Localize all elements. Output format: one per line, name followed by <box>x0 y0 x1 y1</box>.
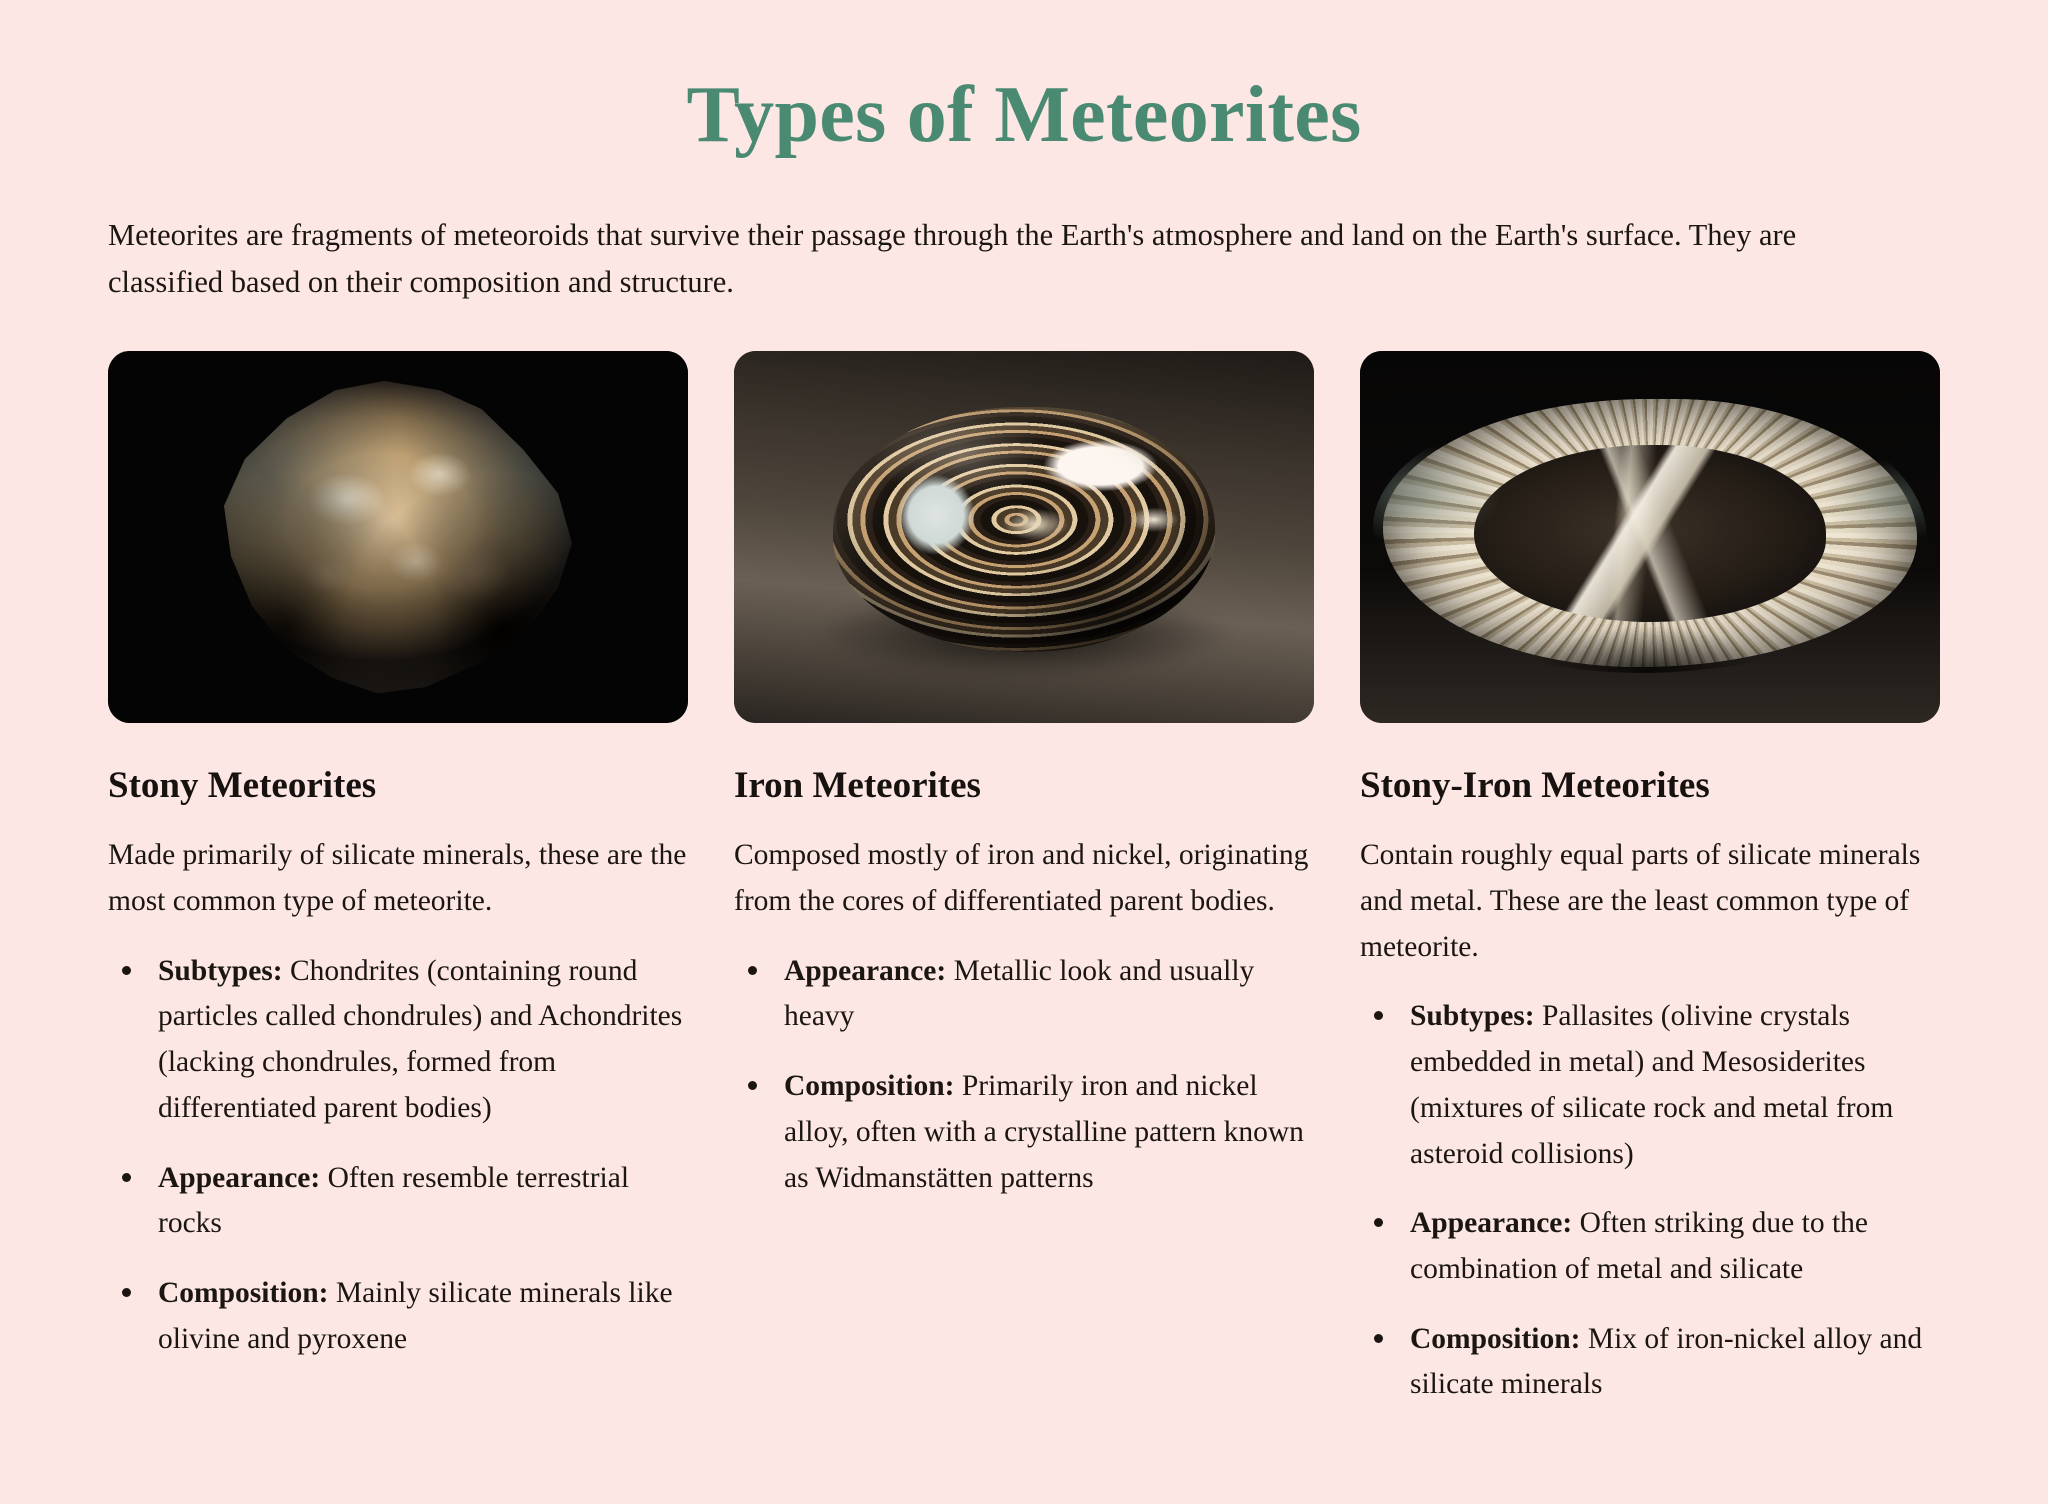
bullet-dot-icon <box>1374 1218 1383 1227</box>
card-title-stony: Stony Meteorites <box>108 765 377 807</box>
bullet-text: Metallic look and usually heavy <box>784 954 1255 1033</box>
bullet-text: Mainly silicate minerals like olivine and pyroxene <box>158 1276 673 1355</box>
bullet-dot-icon <box>748 1081 757 1090</box>
bullet-term: Composition: <box>784 1070 955 1103</box>
bullet-text: Often resemble terrestrial rocks <box>158 1161 630 1240</box>
bullet-text: Chondrites (containing round particles called chondrules) and Achondrites (lacking chondrules, formed from differentiated parent bodies) <box>158 954 683 1124</box>
iron-meteorite-stone <box>833 407 1216 653</box>
bullet-text: Primarily iron and nickel alloy, often with a crystalline pattern known as Widmanstätten patterns <box>784 1070 1304 1194</box>
bullet-dot-icon <box>122 1173 131 1182</box>
bullet-dot-icon <box>122 1288 131 1297</box>
meteorite-card-stony-iron <box>1360 351 1940 1408</box>
list-item <box>1360 994 1940 1177</box>
photo-background <box>108 351 688 723</box>
bullet-term: Appearance: <box>784 954 947 987</box>
list-item <box>734 949 1314 1040</box>
meteorite-card-stony <box>108 351 688 1362</box>
list-item <box>734 1064 1314 1201</box>
stony-meteorite-rock <box>224 381 572 693</box>
bullet-term: Subtypes: <box>1410 1000 1535 1033</box>
stony-iron-meteorite-geode <box>1383 399 1917 667</box>
bullet-term: Composition: <box>1410 1322 1581 1355</box>
bullet-term: Appearance: <box>1410 1207 1573 1240</box>
list-item <box>1360 1317 1940 1408</box>
photo-background <box>1360 351 1940 723</box>
bullet-term: Subtypes: <box>158 954 283 987</box>
iron-meteorite-photo <box>734 351 1314 723</box>
card-description-iron: Composed mostly of iron and nickel, originating from the cores of differentiated parent bodies. <box>734 839 1309 917</box>
bullet-list-stony-iron <box>1360 970 1940 1408</box>
bullet-dot-icon <box>1374 1334 1383 1343</box>
bullet-dot-icon <box>1374 1011 1383 1020</box>
list-item <box>108 1156 688 1247</box>
meteorite-columns <box>108 305 1940 1408</box>
list-item <box>1360 1201 1940 1292</box>
stony-iron-meteorite-photo <box>1360 351 1940 723</box>
page-title: Types of Meteorites <box>686 71 1362 159</box>
bullet-list-stony <box>108 925 688 1363</box>
bullet-dot-icon <box>122 966 131 975</box>
list-item <box>108 949 688 1132</box>
bullet-list-iron <box>734 925 1314 1202</box>
stony-meteorite-photo <box>108 351 688 723</box>
photo-background <box>734 351 1314 723</box>
meteorite-card-iron <box>734 351 1314 1201</box>
intro-paragraph: Meteorites are fragments of meteoroids that survive their passage through the Earth's atmosphere and land on the Earth's surface. They are classified based on their composition and structure. <box>108 218 1797 299</box>
bullet-text: Pallasites (olivine crystals embedded in metal) and Mesosiderites (mixtures of silicate rock and metal from asteroid collisions) <box>1410 1000 1894 1170</box>
card-title-stony-iron: Stony-Iron Meteorites <box>1360 765 1710 807</box>
card-description-stony: Made primarily of silicate minerals, these are the most common type of meteorite. <box>108 839 687 917</box>
bullet-term: Appearance: <box>158 1161 321 1194</box>
bullet-text: Mix of iron-nickel alloy and silicate minerals <box>1410 1322 1923 1401</box>
list-item <box>108 1271 688 1362</box>
bullet-term: Composition: <box>158 1276 329 1309</box>
bullet-dot-icon <box>748 966 757 975</box>
card-description-stony-iron: Contain roughly equal parts of silicate minerals and metal. These are the least common type of meteorite. <box>1360 839 1921 963</box>
bullet-text: Often striking due to the combination of metal and silicate <box>1410 1207 1868 1285</box>
card-title-iron: Iron Meteorites <box>734 765 981 807</box>
